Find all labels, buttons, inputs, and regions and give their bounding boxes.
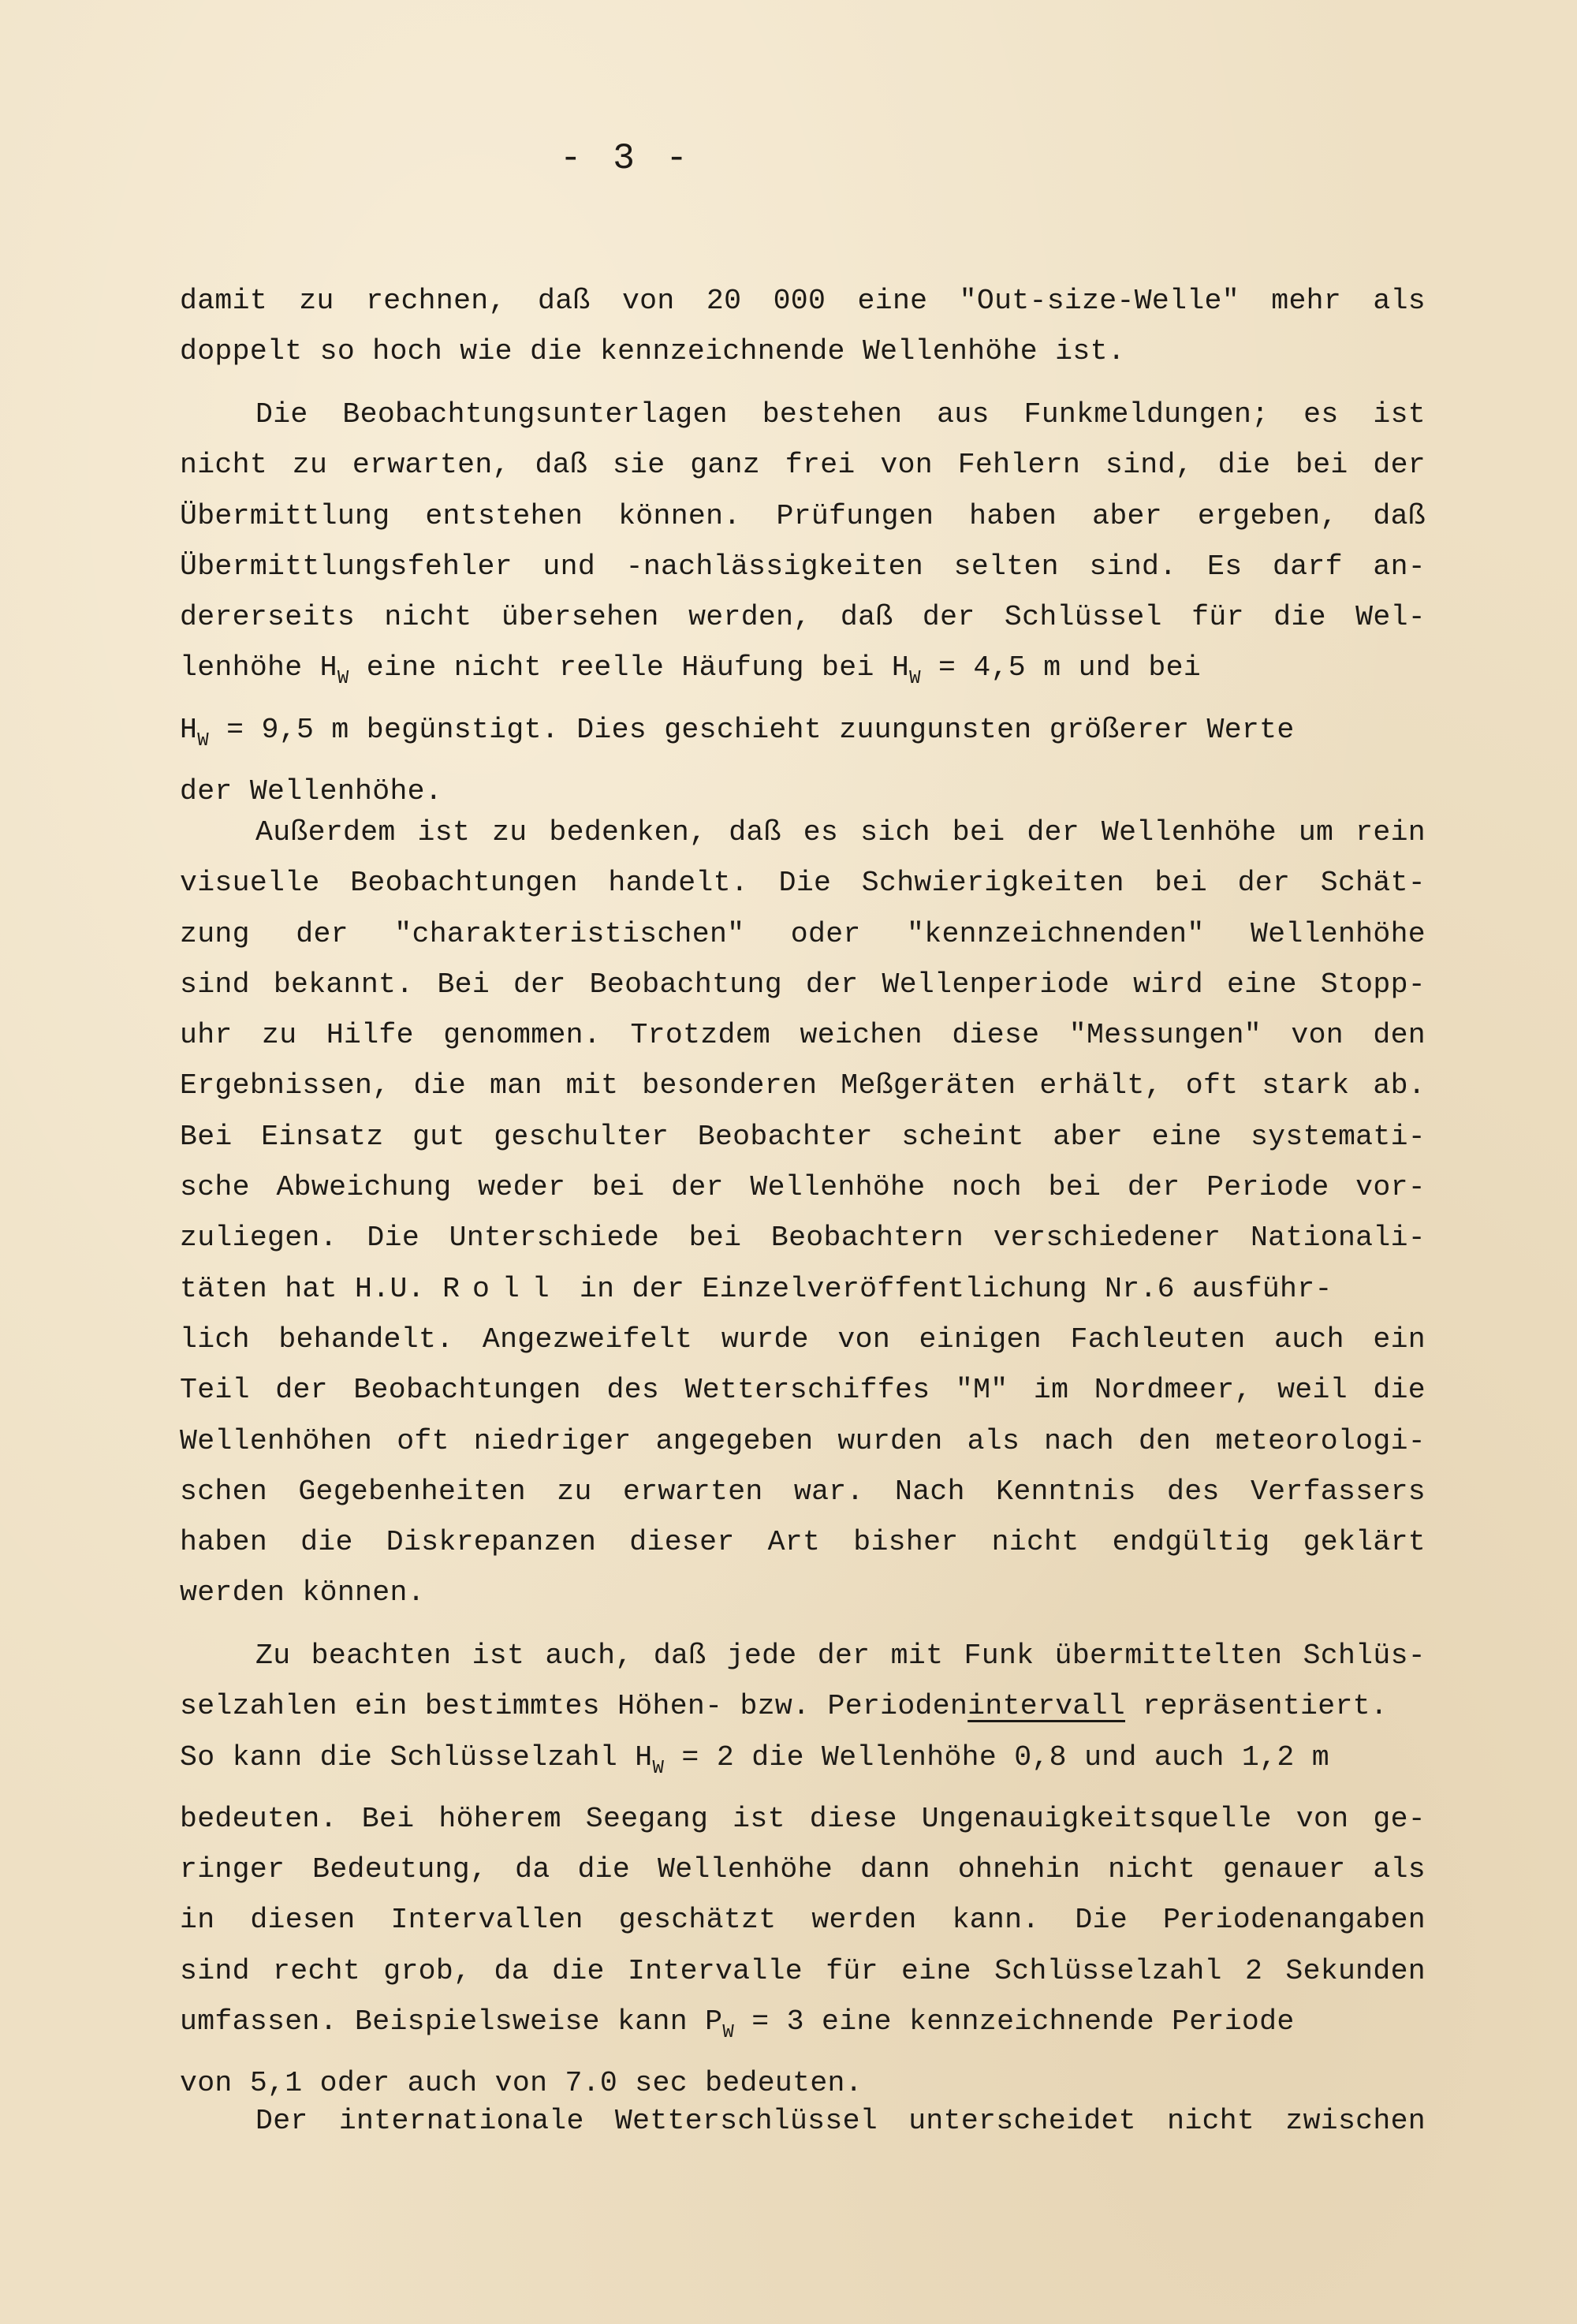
text-line-with-spaced-name — [180, 1264, 1426, 1315]
text-line: Die Beobachtungsunterlagen bestehen aus Funkmeldungen; es ist — [255, 398, 1426, 431]
text-line: visuelle Beobachtungen handelt. Die Schwierigkeiten bei der Schät- — [180, 867, 1426, 900]
text-line: sind bekannt. Bei der Beobachtung der Wellenperiode wird eine Stopp- — [180, 968, 1426, 1001]
text-line-with-subscripts — [180, 1733, 1426, 1794]
text-line: Teil der Beobachtungen des Wetterschiffes "M" im Nordmeer, weil die — [180, 1374, 1426, 1407]
subscript: W — [337, 668, 349, 690]
text-line: in diesen Intervallen geschätzt werden kann. Die Periodenangaben — [180, 1904, 1426, 1937]
subscript: W — [909, 668, 921, 690]
text-run: in der Einzelveröffentlichung Nr.6 ausführ- — [561, 1272, 1333, 1305]
page-number: - 3 - — [560, 138, 693, 179]
text-run: = 2 die Wellenhöhe 0,8 und auch 1,2 m — [664, 1740, 1329, 1774]
text-run: täten hat H.U. — [180, 1272, 443, 1305]
text-run: = 4,5 m und bei — [920, 651, 1202, 685]
text-line: ringer Bedeutung, da die Wellenhöhe dann ohnehin nicht genauer als — [180, 1853, 1426, 1886]
paragraph-2 — [180, 390, 1426, 817]
text-line-with-subscripts — [180, 1997, 1426, 2058]
text-line: der Wellenhöhe. — [180, 775, 443, 808]
text-run: = 3 eine kennzeichnende Periode — [734, 2005, 1295, 2039]
text-line: Übermittlung entstehen können. Prüfungen haben aber ergeben, daß — [180, 499, 1426, 532]
paragraph-1 — [180, 276, 1426, 378]
author-name-spaced: Roll — [442, 1272, 562, 1305]
text-line: Zu beachten ist auch, daß jede der mit Funk übermittelten Schlüs- — [255, 1639, 1426, 1672]
text-run: So kann die Schlüsselzahl H — [180, 1740, 653, 1774]
text-line: nicht zu erwarten, daß sie ganz frei von Fehlern sind, die bei der — [180, 449, 1426, 482]
subscript: W — [652, 1757, 665, 1779]
text-run: umfassen. Beispielsweise kann P — [180, 2005, 723, 2039]
text-line: werden können. — [180, 1576, 425, 1610]
text-run: eine nicht reelle Häufung bei H — [349, 651, 910, 685]
text-line: doppelt so hoch wie die kennzeichnende Wellenhöhe ist. — [180, 335, 1125, 368]
text-line: sind recht grob, da die Intervalle für eine Schlüsselzahl 2 Sekunden — [180, 1954, 1426, 1987]
text-line-with-underline — [180, 1681, 1426, 1732]
paragraph-3 — [180, 808, 1426, 1619]
text-line: Der internationale Wetterschlüssel unterscheidet nicht zwischen — [255, 2105, 1426, 2137]
text-line-with-subscripts — [180, 705, 1426, 767]
text-line: damit zu rechnen, daß von 20 000 eine "Out-size-Welle" mehr als — [180, 285, 1426, 317]
text-line: haben die Diskrepanzen dieser Art bisher nicht endgültig geklärt — [180, 1526, 1426, 1559]
text-line: Ergebnissen, die man mit besonderen Meßgeräten erhält, oft stark ab. — [180, 1069, 1426, 1102]
text-line-with-subscripts — [180, 643, 1426, 704]
text-run: lenhöhe H — [180, 651, 337, 685]
text-line: schen Gegebenheiten zu erwarten war. Nach Kenntnis des Verfassers — [180, 1475, 1426, 1508]
text-run: H — [180, 713, 198, 746]
text-line: Bei Einsatz gut geschulter Beobachter scheint aber eine systemati- — [180, 1120, 1426, 1153]
text-line: zuliegen. Die Unterschiede bei Beobachtern verschiedener Nationali- — [180, 1222, 1426, 1255]
text-line: Wellenhöhen oft niedriger angegeben wurden als nach den meteorologi- — [180, 1424, 1426, 1457]
paragraph-5 — [180, 2096, 1426, 2147]
subscript: W — [197, 729, 209, 752]
text-line: lich behandelt. Angezweifelt wurde von einigen Fachleuten auch ein — [180, 1322, 1426, 1356]
text-line: zung der "charakteristischen" oder "kennzeichnenden" Wellenhöhe — [180, 917, 1426, 950]
paragraph-4 — [180, 1631, 1426, 2110]
text-run: selzahlen ein bestimmtes Höhen- bzw. Perioden — [180, 1690, 968, 1723]
text-line: uhr zu Hilfe genommen. Trotzdem weichen diese "Messungen" von den — [180, 1019, 1426, 1052]
text-line: von 5,1 oder auch von 7.0 sec bedeuten. — [180, 2067, 863, 2100]
subscript: W — [722, 2022, 735, 2044]
text-run: repräsentiert. — [1125, 1690, 1389, 1723]
text-run: = 9,5 m begünstigt. Dies geschieht zuungunsten größerer Werte — [208, 713, 1295, 746]
text-line: Außerdem ist zu bedenken, daß es sich bei der Wellenhöhe um rein — [255, 816, 1426, 849]
text-line: sche Abweichung weder bei der Wellenhöhe noch bei der Periode vor- — [180, 1171, 1426, 1204]
text-line: dererseits nicht übersehen werden, daß der Schlüssel für die Wel- — [180, 601, 1426, 634]
text-line: bedeuten. Bei höherem Seegang ist diese Ungenauigkeitsquelle von ge- — [180, 1802, 1426, 1835]
underlined-word: intervall — [967, 1690, 1126, 1723]
text-line: Übermittlungsfehler und -nachlässigkeiten selten sind. Es darf an- — [180, 550, 1426, 583]
